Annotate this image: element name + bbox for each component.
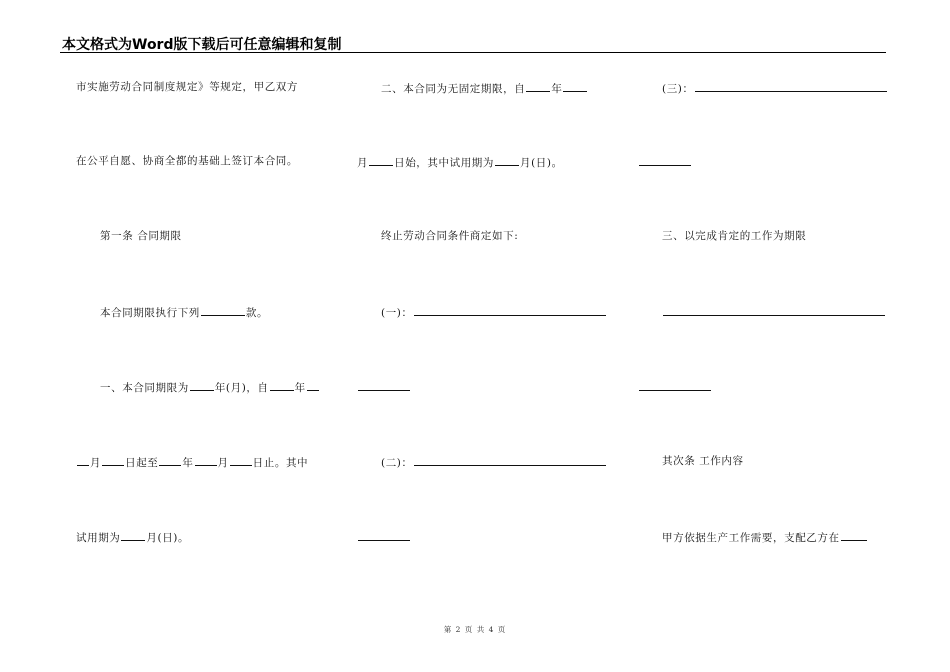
col2-line-1-suffix: 年 (551, 83, 563, 95)
blank-field (841, 529, 867, 541)
condition-3-label: (三)： (662, 83, 694, 95)
blank-field (663, 304, 885, 316)
col1-line-5-text: 一、本合同期限为 (100, 382, 189, 394)
header-title: 本文格式为Word版下载后可任意编辑和复制 (62, 37, 342, 53)
col2-line-1-text: 二、本合同为无固定期限，自 (381, 83, 526, 95)
col1-line-6-e: 日止。其中 (252, 457, 309, 469)
col1-line-7-a: 试用期为 (76, 532, 121, 544)
col2-line-2-c: 月(日)。 (520, 157, 563, 169)
col1-line-6-d: 月 (217, 457, 229, 469)
col1-line-7 (76, 529, 189, 545)
col1-line-4-text: 本合同期限执行下列 (100, 307, 200, 319)
blank-field (190, 379, 214, 391)
blank-field (369, 154, 393, 166)
col2-line-3-text: 终止劳动合同条件商定如下: (381, 230, 519, 242)
col2-line-4 (357, 304, 607, 320)
header-rule (60, 52, 886, 53)
col3-line-6 (638, 454, 744, 468)
blank-field (102, 454, 124, 466)
blank-field (526, 80, 550, 92)
section-1-heading: 第一条 合同期限 (100, 230, 182, 242)
col1-line-4 (76, 304, 268, 320)
section-2-heading: 其次条 工作内容 (662, 455, 744, 467)
col3-line-4 (638, 304, 886, 320)
blank-field (195, 454, 217, 466)
blank-field (495, 154, 519, 166)
blank-field (639, 379, 711, 391)
condition-1-label: (一)： (381, 307, 413, 319)
blank-field (695, 80, 887, 92)
col2-line-3 (357, 229, 518, 243)
col1-line-6 (76, 454, 308, 470)
col1-line-6-b: 日起至 (125, 457, 159, 469)
col1-line-1 (76, 80, 298, 94)
col3-line-5 (638, 379, 712, 395)
blank-field (159, 454, 181, 466)
col3-line-2 (638, 154, 692, 170)
col3-line-7 (638, 529, 868, 545)
col1-line-5 (76, 379, 320, 395)
col2-line-2 (357, 154, 563, 170)
col1-line-7-b: 月(日)。 (146, 532, 190, 544)
blank-field (414, 454, 606, 466)
condition-2-label: (二)： (381, 457, 413, 469)
col3-line-7-text: 甲方依据生产工作需要，支配乙方在 (662, 532, 840, 544)
col1-line-6-c: 年 (182, 457, 194, 469)
blank-field (270, 379, 294, 391)
blank-field (121, 529, 145, 541)
page-number: 第 2 页 共 4 页 (443, 625, 507, 634)
blank-field (77, 454, 89, 466)
blank-field (307, 379, 319, 391)
col2-line-7 (357, 529, 411, 545)
col2-line-6 (357, 454, 607, 470)
col3-line-3-text: 三、以完成肯定的工作为期限 (662, 230, 807, 242)
blank-field (358, 529, 410, 541)
col3-line-1 (638, 80, 888, 96)
col1-line-3 (76, 229, 182, 243)
col1-line-2 (76, 154, 298, 168)
col2-line-5 (357, 379, 411, 395)
col2-line-1 (357, 80, 588, 96)
col3-line-3 (638, 229, 806, 243)
col1-line-5-suffix: 年 (294, 382, 306, 394)
blank-field (201, 304, 245, 316)
blank-field (639, 154, 691, 166)
col1-line-4-suffix: 款。 (245, 307, 269, 319)
blank-field (230, 454, 252, 466)
col1-line-1-text: 市实施劳动合同制度规定》等规定，甲乙双方 (76, 81, 298, 93)
col1-line-6-a: 月 (90, 457, 102, 469)
col1-line-2-text: 在公平自愿、协商全都的基础上签订本合同。 (76, 155, 298, 167)
col2-line-2-b: 日始，其中试用期为 (394, 157, 495, 169)
col2-line-2-a: 月 (357, 157, 369, 169)
col1-line-5-mid: 年(月)，自 (214, 382, 269, 394)
blank-field (563, 80, 587, 92)
blank-field (414, 304, 606, 316)
blank-field (358, 379, 410, 391)
